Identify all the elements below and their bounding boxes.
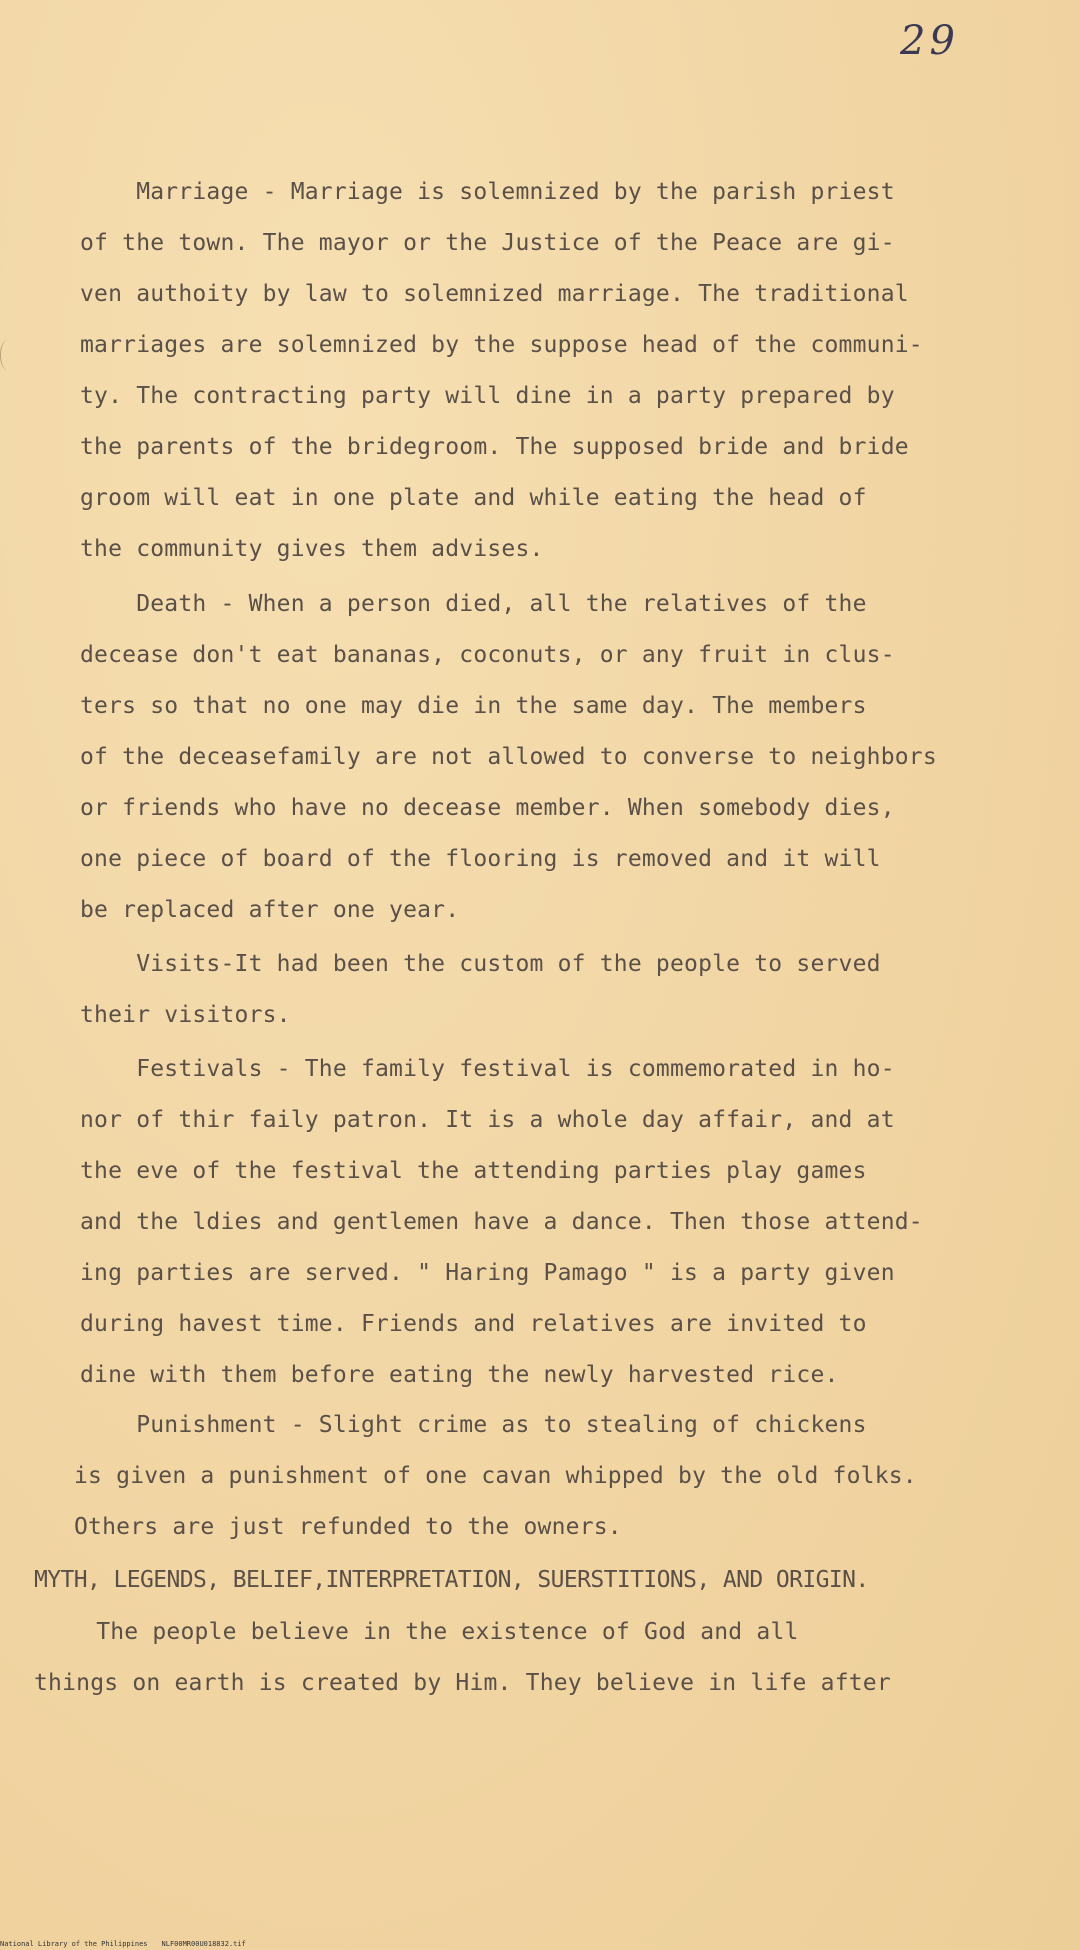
text-line: groom will eat in one plate and while eating the head of bbox=[80, 485, 867, 511]
footer-file: NLF00MR00U018832.tif bbox=[161, 1940, 246, 1948]
text-line: Death - When a person died, all the relatives of the bbox=[80, 591, 867, 617]
text-line: ty. The contracting party will dine in a party prepared by bbox=[80, 383, 895, 409]
text-line: marriages are solemnized by the suppose head of the communi- bbox=[80, 332, 923, 358]
text-line: the parents of the bridegroom. The supposed bride and bride bbox=[80, 434, 909, 460]
text-line: The people believe in the existence of God and all bbox=[40, 1619, 799, 1645]
text-line: Others are just refunded to the owners. bbox=[74, 1514, 622, 1540]
scan-footer bbox=[0, 1938, 400, 1950]
footer-library: National Library of the Philippines bbox=[0, 1940, 148, 1948]
text-line: Punishment - Slight crime as to stealing of chickens bbox=[80, 1412, 867, 1438]
text-line: decease don't eat bananas, coconuts, or any fruit in clus- bbox=[80, 642, 895, 668]
text-line: of the town. The mayor or the Justice of the Peace are gi- bbox=[80, 230, 895, 256]
text-line: ters so that no one may die in the same day. The members bbox=[80, 693, 867, 719]
text-line: things on earth is created by Him. They believe in life after bbox=[34, 1670, 891, 1696]
text-line: dine with them before eating the newly harvested rice. bbox=[80, 1362, 839, 1388]
text-line: be replaced after one year. bbox=[80, 897, 460, 923]
section-heading: MYTH, LEGENDS, BELIEF,INTERPRETATION, SUERSTITIONS, AND ORIGIN. bbox=[34, 1567, 869, 1593]
text-line: the community gives them advises. bbox=[80, 536, 544, 562]
text-line: ven authoity by law to solemnized marriage. The traditional bbox=[80, 281, 909, 307]
margin-mark bbox=[0, 340, 15, 370]
text-line: is given a punishment of one cavan whipped by the old folks. bbox=[74, 1463, 917, 1489]
text-line: or friends who have no decease member. When somebody dies, bbox=[80, 795, 895, 821]
text-line: and the ldies and gentlemen have a dance. Then those attend- bbox=[80, 1209, 923, 1235]
text-line: Visits-It had been the custom of the people to served bbox=[80, 951, 881, 977]
text-line: one piece of board of the flooring is removed and it will bbox=[80, 846, 881, 872]
text-line: their visitors. bbox=[80, 1002, 291, 1028]
text-line: of the deceasefamily are not allowed to converse to neighbors bbox=[80, 744, 937, 770]
text-line: ing parties are served. " Haring Pamago " is a party given bbox=[80, 1260, 895, 1286]
text-line: during havest time. Friends and relatives are invited to bbox=[80, 1311, 867, 1337]
text-line: the eve of the festival the attending parties play games bbox=[80, 1158, 867, 1184]
text-line: nor of thir faily patron. It is a whole day affair, and at bbox=[80, 1107, 895, 1133]
text-line: Festivals - The family festival is commemorated in ho- bbox=[80, 1056, 895, 1082]
text-line: Marriage - Marriage is solemnized by the parish priest bbox=[80, 179, 895, 205]
page-number: 29 bbox=[900, 18, 959, 64]
